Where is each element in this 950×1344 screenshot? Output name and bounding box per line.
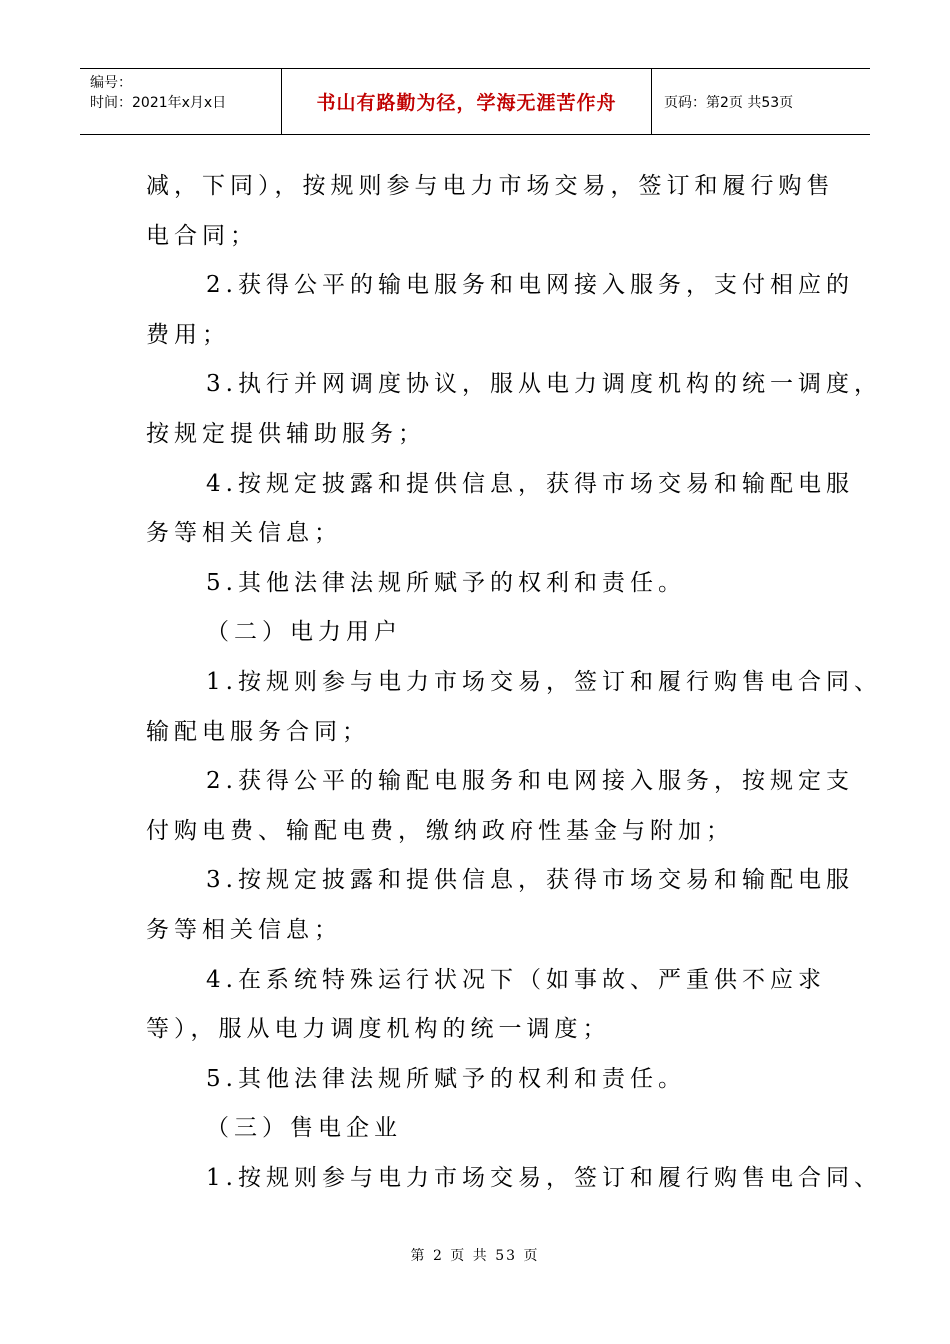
body-line: 2.获得公平的输配电服务和电网接入服务，按规定支 [206, 768, 854, 795]
page-header [80, 68, 870, 135]
section-heading: （二）电力用户 [206, 619, 402, 646]
header-motto: 书山有路勤为径，学海无涯苦作舟 [282, 69, 652, 134]
body-line: 付购电费、输配电费，缴纳政府性基金与附加； [146, 817, 734, 844]
body-line: 1.按规则参与电力市场交易，签订和履行购售电合同、 [206, 1164, 882, 1191]
header-meta [80, 69, 282, 134]
body-line: 电合同； [146, 222, 258, 249]
header-page-info: 页码：第2页 共53页 [664, 94, 794, 111]
header-number-label: 编号： [90, 75, 132, 91]
body-line: 3.执行并网调度协议，服从电力调度机构的统一调度， [206, 371, 882, 398]
page-footer: 第 2 页 共 53 页 [410, 1248, 540, 1264]
body-line: 等），服从电力调度机构的统一调度； [146, 1016, 611, 1043]
body-line: 减，下同），按规则参与电力市场交易，签订和履行购售 [146, 173, 835, 199]
body-line: 4.按规定披露和提供信息，获得市场交易和输配电服 [206, 470, 854, 497]
section-heading: （三）售电企业 [206, 1115, 402, 1142]
body-line: 5.其他法律法规所赋予的权利和责任。 [206, 1065, 686, 1092]
body-line: 务等相关信息； [146, 520, 342, 547]
body-line: 1.按规则参与电力市场交易，签订和履行购售电合同、 [206, 668, 882, 695]
body-line: 务等相关信息； [146, 916, 342, 943]
body-line: 5.其他法律法规所赋予的权利和责任。 [206, 569, 686, 596]
body-line: 3.按规定披露和提供信息，获得市场交易和输配电服 [206, 867, 854, 894]
body-line: 费用； [146, 321, 230, 348]
header-time-label: 时间：2021年x月x日 [90, 95, 227, 111]
body-line: 按规定提供辅助服务； [146, 420, 426, 447]
body-line: 输配电服务合同； [146, 718, 370, 745]
body-line: 4.在系统特殊运行状况下（如事故、严重供不应求 [206, 966, 826, 993]
document-body [146, 162, 882, 1203]
body-line: 2.获得公平的输电服务和电网接入服务，支付相应的 [206, 272, 854, 299]
